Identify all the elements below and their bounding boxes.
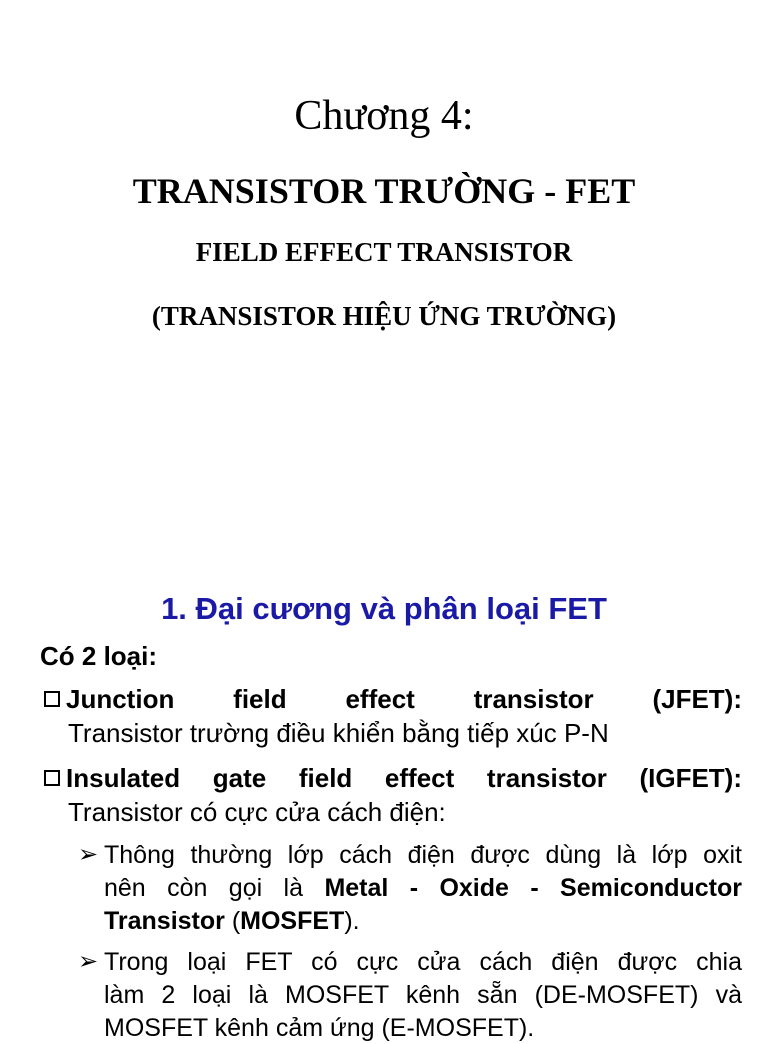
fet-types-line-1: Trong loại FET có cực cửa cách điện được chia bbox=[104, 948, 742, 976]
arrow-bullet-icon: ➢ bbox=[78, 841, 99, 868]
mosfet-line-2 bbox=[104, 872, 742, 904]
checkbox-bullet-icon bbox=[44, 770, 60, 786]
mosfet-line-1: Thông thường lớp cách điện được dùng là lớp oxit bbox=[104, 841, 742, 869]
mosfet-line-3-bold1: Transistor bbox=[104, 907, 225, 935]
intro-text: Có 2 loại: bbox=[40, 641, 158, 671]
mosfet-line-3-end: ). bbox=[344, 907, 360, 935]
jfet-title-line bbox=[44, 683, 742, 715]
chapter-title: TRANSISTOR TRƯỜNG - FET bbox=[132, 171, 636, 211]
mosfet-line-2-prefix: nên còn gọi là bbox=[104, 874, 304, 902]
igfet-description: Transistor có cực cửa cách điện: bbox=[68, 797, 446, 827]
checkbox-bullet-icon bbox=[44, 691, 60, 707]
mosfet-line-3-bold2: MOSFET bbox=[240, 907, 345, 935]
mosfet-line-2-bold: Metal - Oxide - Semiconductor bbox=[324, 874, 743, 902]
igfet-title-line bbox=[44, 762, 742, 794]
section-heading: 1. Đại cương và phân loại FET bbox=[161, 591, 607, 626]
title-slide bbox=[0, 0, 768, 512]
arrow-bullet-icon: ➢ bbox=[78, 948, 99, 975]
content-slide bbox=[0, 512, 768, 1042]
fet-types-line-3: MOSFET kênh cảm ứng (E-MOSFET). bbox=[104, 1014, 535, 1042]
chapter-label: Chương 4: bbox=[294, 93, 474, 139]
chapter-subtitle-en: FIELD EFFECT TRANSISTOR bbox=[195, 237, 573, 267]
chapter-subtitle-vn: (TRANSISTOR HIỆU ỨNG TRƯỜNG) bbox=[151, 301, 617, 331]
jfet-title: Junction field effect transistor (JFET): bbox=[66, 684, 742, 714]
mosfet-line-3 bbox=[104, 905, 360, 937]
igfet-title: Insulated gate field effect transistor (IGFET): bbox=[66, 763, 742, 793]
jfet-description: Transistor trường điều khiển bằng tiếp xúc P-N bbox=[68, 718, 609, 748]
mosfet-line-3-mid: ( bbox=[224, 907, 241, 935]
fet-types-line-2: làm 2 loại là MOSFET kênh sẵn (DE-MOSFET) và bbox=[104, 981, 742, 1009]
